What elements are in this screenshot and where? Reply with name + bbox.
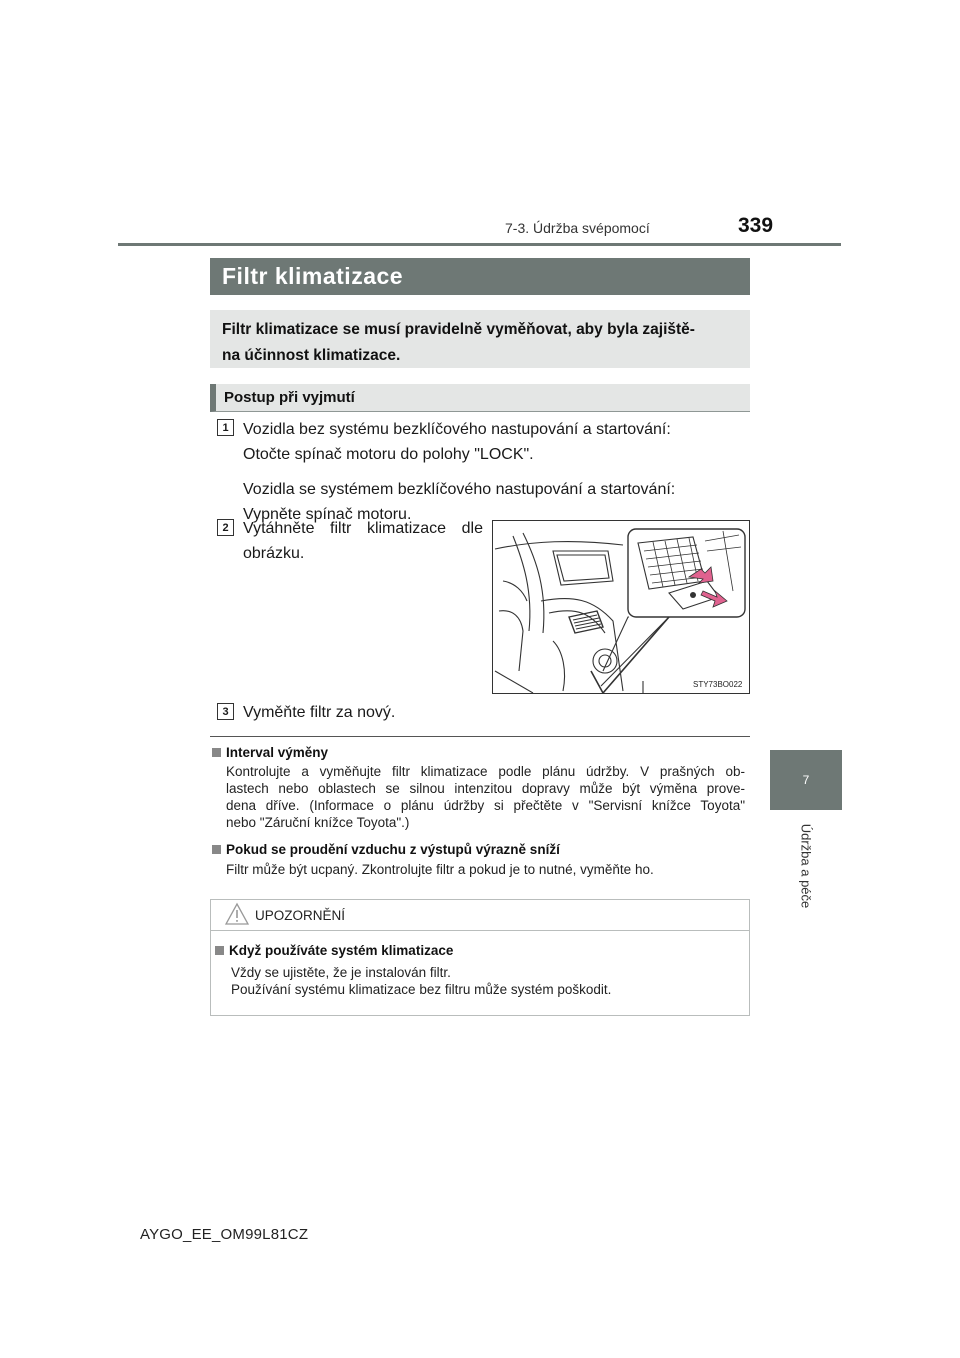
document-code: AYGO_EE_OM99L81CZ bbox=[140, 1226, 309, 1243]
step-number-2: 2 bbox=[217, 519, 234, 536]
note-line: nebo "Záruční knížce Toyota".) bbox=[226, 815, 410, 830]
procedure-heading: Postup při vyjmutí bbox=[210, 384, 750, 412]
note-line: Filtr může být ucpaný. Zkontrolujte filtr a pokud je to nutné, vyměňte ho. bbox=[226, 862, 654, 877]
warning-heading: Když používáte systém klimatizace bbox=[215, 943, 453, 958]
note-airflow bbox=[212, 842, 752, 878]
page-title-text: Filtr klimatizace bbox=[222, 263, 404, 289]
warning-line: Vždy se ujistěte, že je instalován filtr. bbox=[231, 965, 451, 980]
intro-line: na účinnost klimatizace. bbox=[222, 347, 401, 364]
chapter-number: 7 bbox=[802, 773, 810, 787]
step-line: Vyměňte filtr za nový. bbox=[243, 704, 396, 721]
note-heading: Pokud se proudění vzduchu z výstupů výrazně sníží bbox=[212, 842, 752, 857]
filter-illustration bbox=[492, 520, 750, 694]
note-line: Kontrolujte a vyměňujte filtr klimatizace podle plánu údržby. V prašných ob- bbox=[226, 764, 745, 779]
page-title bbox=[210, 258, 750, 295]
square-bullet-icon bbox=[212, 845, 221, 854]
square-bullet-icon bbox=[215, 946, 224, 955]
warning-header bbox=[211, 900, 749, 931]
step-number-3: 3 bbox=[217, 703, 234, 720]
note-interval bbox=[212, 745, 752, 831]
illustration-code: STY73BO022 bbox=[693, 680, 743, 689]
step-line: obrázku. bbox=[243, 545, 305, 562]
intro-box bbox=[210, 310, 750, 368]
note-line: lastech nebo oblastech se silnou intenzitou dopravy může být výměna prove- bbox=[226, 781, 745, 796]
note-heading: Interval výměny bbox=[212, 745, 752, 760]
step-line: Vytáhněte filtr klimatizace dle bbox=[243, 520, 483, 537]
step-line: Vozidla se systémem bezklíčového nastupování a startování: bbox=[243, 481, 676, 498]
warning-title: UPOZORNĚNÍ bbox=[255, 908, 346, 923]
step-1-text bbox=[243, 417, 743, 527]
chapter-tab[interactable] bbox=[770, 750, 842, 810]
section-title: 7-3. Údržba svépomocí bbox=[505, 220, 650, 236]
chapter-label: Údržba a péče bbox=[798, 823, 814, 909]
step-line: Vozidla bez systému bezklíčového nastupování a startování: bbox=[243, 421, 671, 438]
intro-line: Filtr klimatizace se musí pravidelně vyměňovat, aby byla zajiště- bbox=[222, 321, 695, 338]
step-2-text bbox=[243, 516, 483, 566]
step-line: Otočte spínač motoru do polohy "LOCK". bbox=[243, 446, 534, 463]
warning-line: Používání systému klimatizace bez filtru může systém poškodit. bbox=[231, 982, 612, 997]
square-bullet-icon bbox=[212, 748, 221, 757]
page-number: 339 bbox=[738, 214, 774, 237]
section-divider bbox=[210, 736, 750, 737]
note-line: dena dříve. (Informace o plánu údržby si přečtěte v "Servisní knížce Toyota" bbox=[226, 798, 745, 813]
step-line: Vypněte spínač motoru. bbox=[243, 506, 412, 523]
step-number-1: 1 bbox=[217, 419, 234, 436]
dashboard-drawing bbox=[493, 521, 749, 693]
warning-box bbox=[210, 899, 750, 1016]
step-3-text bbox=[243, 700, 395, 725]
warning-triangle-icon bbox=[225, 902, 249, 926]
header-rule bbox=[118, 243, 841, 246]
